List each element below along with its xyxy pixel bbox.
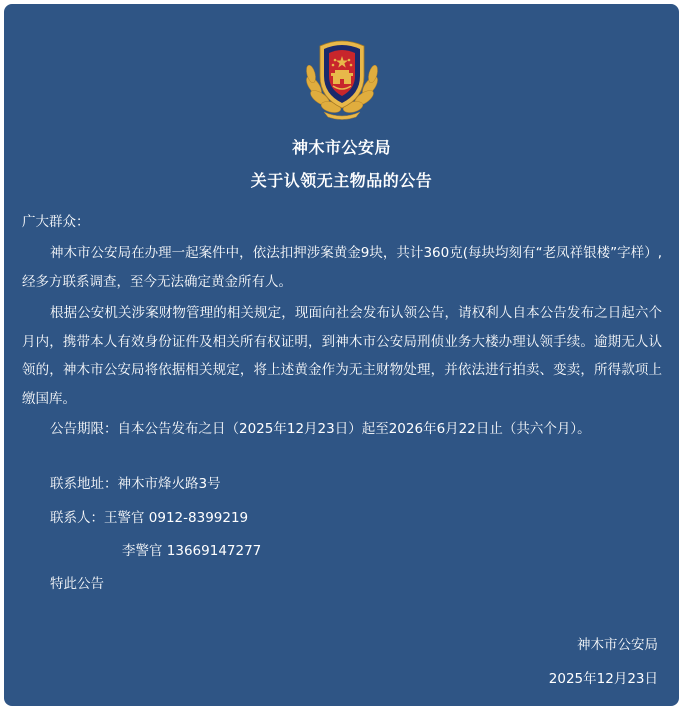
salutation: 广大群众： — [22, 214, 90, 230]
signature: 神木市公安局 — [577, 637, 658, 653]
contact-person-1: 联系人：王警官 0912-8399219 — [50, 510, 249, 526]
contact-address: 联系地址：神木市烽火路3号 — [50, 476, 221, 492]
notice-panel — [4, 4, 679, 706]
paragraph-1: 神木市公安局在办理一起案件中，依法扣押涉案黄金9块，共计360克(每块均刻有“老凤祥银楼”字样）,经多方联系调查，至今无法确定黄金所有人。 — [22, 245, 662, 290]
closing-text: 特此公告 — [50, 576, 104, 592]
org-title: 神木市公安局 — [291, 138, 391, 157]
police-emblem-icon — [300, 36, 384, 120]
notice-date: 2025年12月23日 — [548, 671, 658, 687]
notice-title: 关于认领无主物品的公告 — [250, 171, 433, 190]
paragraph-3: 公告期限：自本公告发布之日（2025年12月23日）起至2026年6月22日止（共六个月）。 — [50, 421, 591, 437]
paragraph-2: 根据公安机关涉案财物管理的相关规定，现面向社会发布认领公告，请权利人自本公告发布之日起六个月内，携带本人有效身份证件及相关所有权证明，到神木市公安局刑侦业务大楼办理认领手续。逾期无人认领的，神木市公安局将依据相关规定，将上述黄金作为无主财物处理，并依法进行拍卖、变卖，所得款项上缴国库。 — [22, 305, 662, 407]
contact-person-2: 李警官 13669147277 — [122, 543, 262, 559]
